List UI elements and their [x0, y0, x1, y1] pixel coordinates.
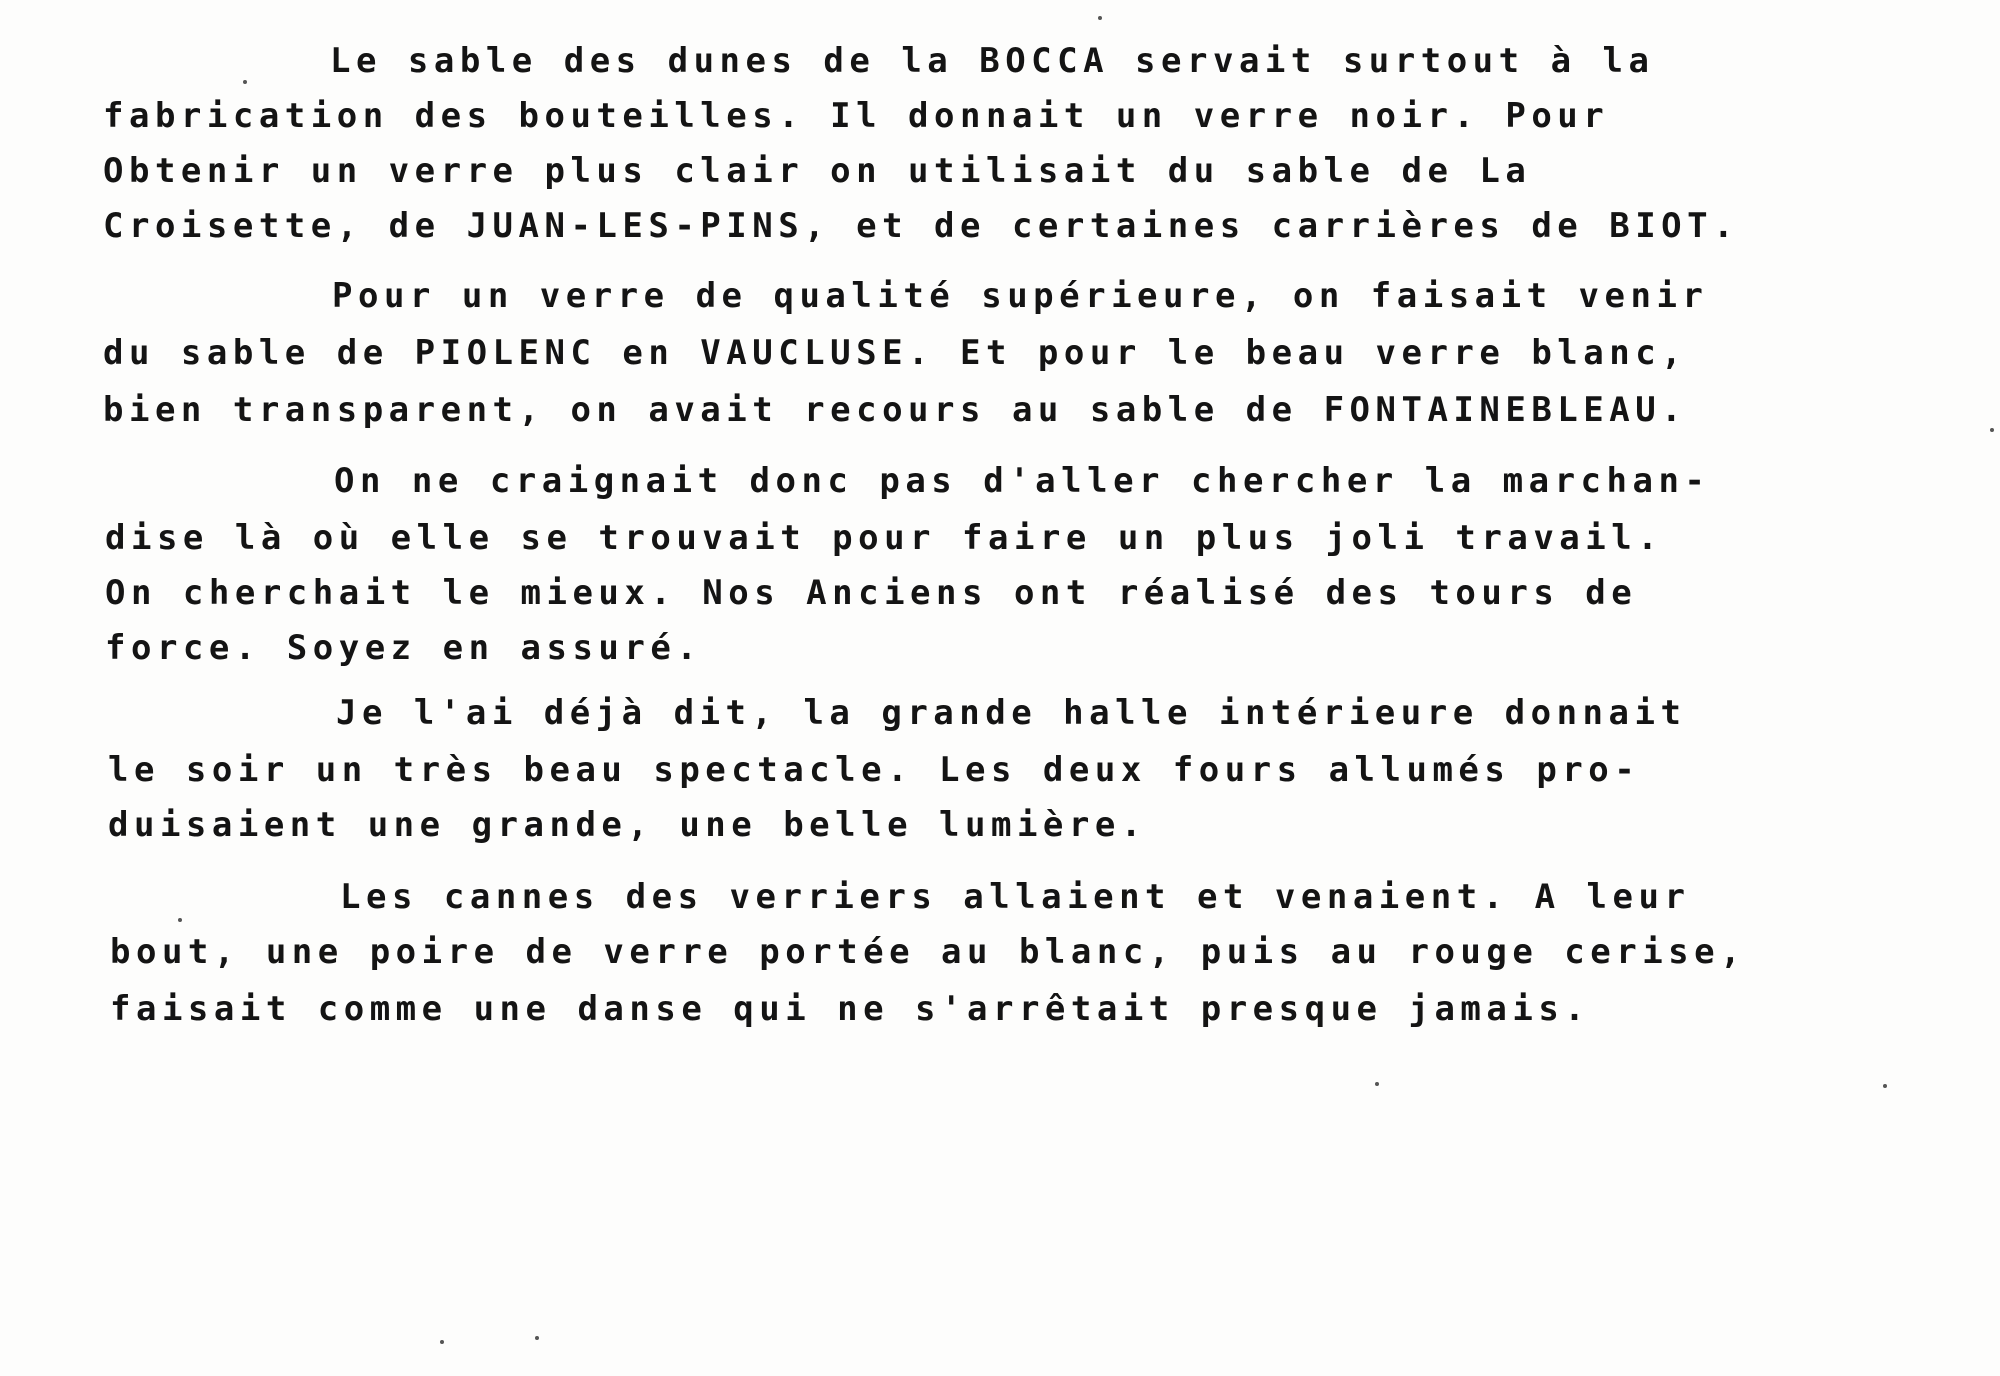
text-line: bien transparent, on avait recours au sable de FONTAINEBLEAU. [103, 390, 1688, 430]
text-line: fabrication des bouteilles. Il donnait un verre noir. Pour [103, 96, 1610, 136]
text-line: On ne craignait donc pas d'aller chercher la marchan- [334, 461, 1711, 501]
scan-speck [440, 1340, 444, 1344]
scan-speck [178, 918, 182, 922]
text-line: bout, une poire de verre portée au blanc, puis au rouge cerise, [110, 932, 1747, 972]
text-line: Obtenir un verre plus clair on utilisait du sable de La [103, 151, 1532, 191]
text-line: dise là où elle se trouvait pour faire un plus joli travail. [105, 518, 1664, 558]
text-line: Je l'ai déjà dit, la grande halle intérieure donnait [336, 693, 1687, 733]
scan-speck [243, 80, 247, 84]
scan-speck [1883, 1084, 1887, 1088]
scan-speck [535, 1336, 539, 1340]
text-line: le soir un très beau spectacle. Les deux fours allumés pro- [108, 750, 1641, 790]
text-line: force. Soyez en assuré. [105, 628, 703, 668]
scan-speck [1375, 1082, 1379, 1086]
text-line: Le sable des dunes de la BOCCA servait surtout à la [330, 41, 1655, 81]
text-line: duisaient une grande, une belle lumière. [108, 805, 1147, 845]
text-line: faisait comme une danse qui ne s'arrêtait presque jamais. [110, 989, 1591, 1029]
text-line: Croisette, de JUAN-LES-PINS, et de certaines carrières de BIOT. [103, 206, 1740, 246]
text-line: du sable de PIOLENC en VAUCLUSE. Et pour le beau verre blanc, [103, 333, 1688, 373]
scan-speck [1990, 428, 1994, 432]
scan-speck [1098, 16, 1102, 20]
text-line: Pour un verre de qualité supérieure, on faisait venir [332, 276, 1709, 316]
text-line: On cherchait le mieux. Nos Anciens ont réalisé des tours de [105, 573, 1638, 613]
text-line: Les cannes des verriers allaient et venaient. A leur [340, 877, 1691, 917]
